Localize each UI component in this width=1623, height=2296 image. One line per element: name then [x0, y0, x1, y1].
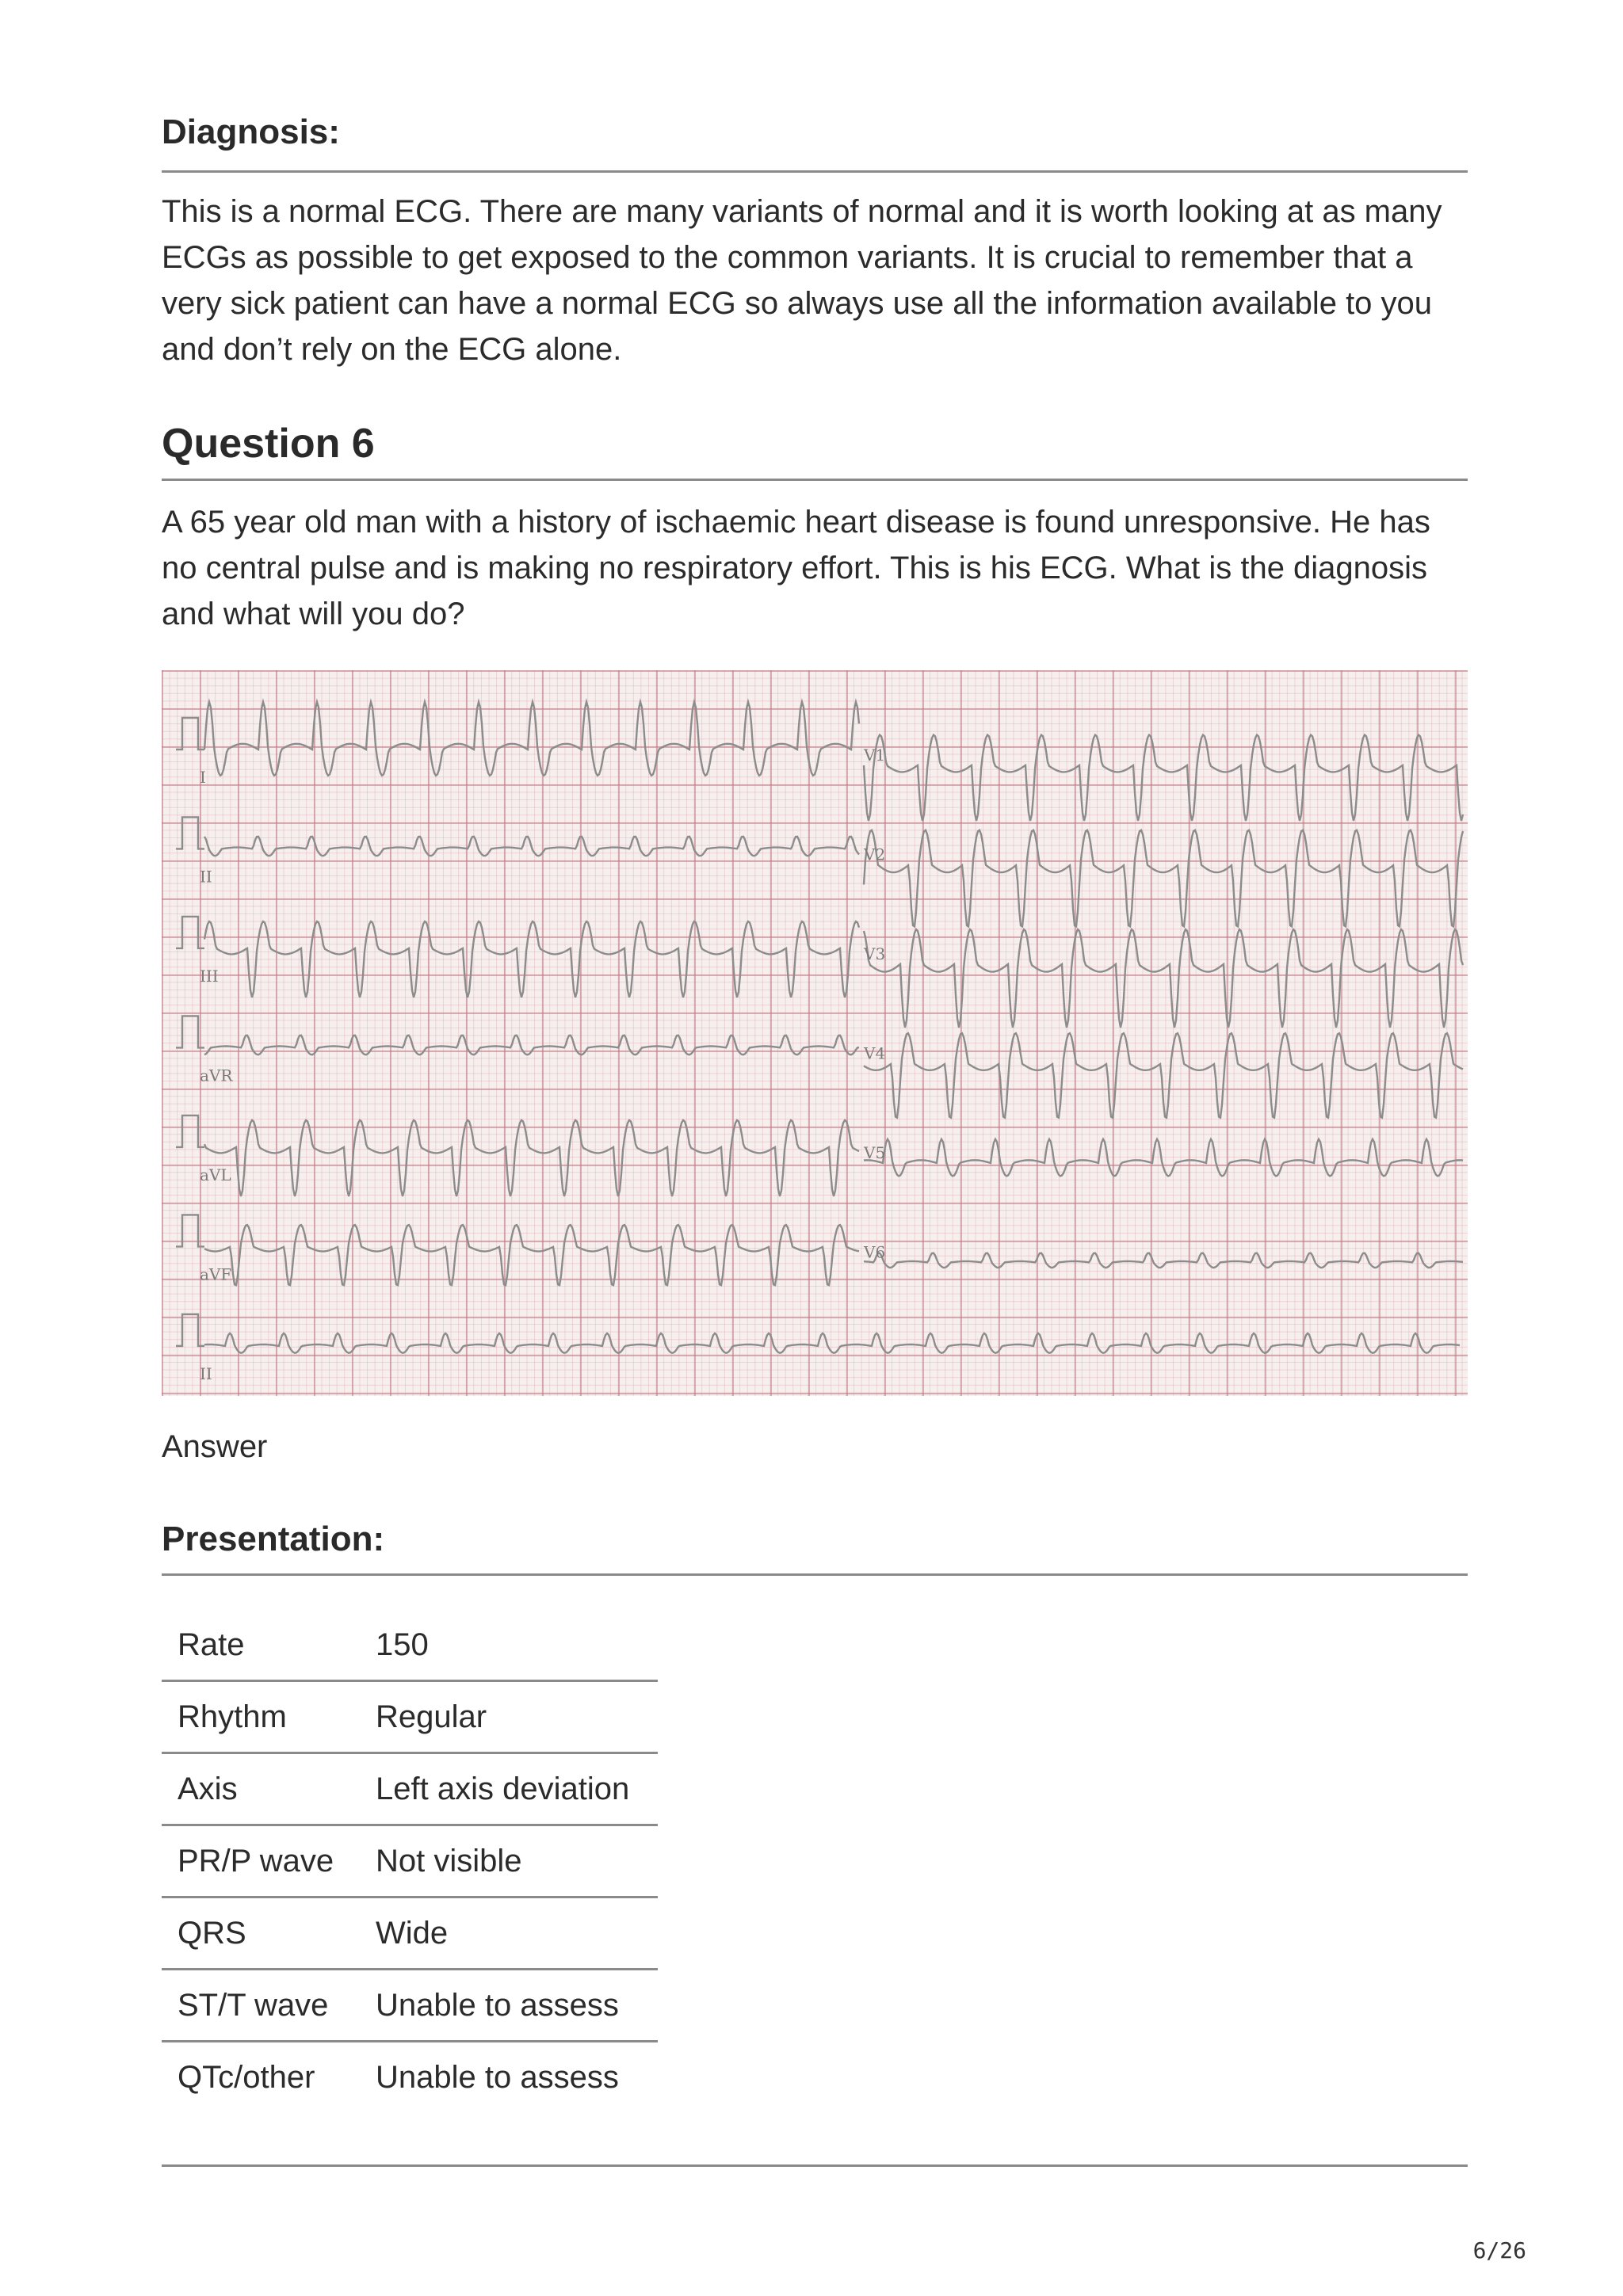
- lead-label: aVR: [200, 1066, 233, 1085]
- row-value: Regular: [360, 1681, 658, 1753]
- row-value: Unable to assess: [360, 1970, 658, 2042]
- ecg-lead-trace: [864, 830, 1463, 927]
- lead-label: aVL: [200, 1165, 231, 1184]
- ecg-lead-trace: [864, 735, 1463, 821]
- lead-label: V3: [864, 944, 886, 963]
- calibration-pulse: [176, 718, 204, 749]
- divider: [162, 479, 1468, 481]
- row-label: PR/P wave: [162, 1825, 360, 1897]
- ecg-image: [162, 670, 1468, 1396]
- ecg-lead-trace: [204, 1333, 1460, 1353]
- lead-label: V5: [864, 1142, 886, 1162]
- divider: [162, 2164, 1468, 2167]
- calibration-pulse: [176, 1016, 204, 1047]
- row-value: 150: [360, 1610, 658, 1681]
- question-heading: Question 6: [162, 421, 375, 467]
- ecg-lead-trace: [204, 921, 859, 997]
- row-label: ST/T wave: [162, 1970, 360, 2042]
- row-label: Axis: [162, 1753, 360, 1825]
- table-row: [162, 1825, 658, 1897]
- lead-label: I: [200, 768, 206, 787]
- lead-label: II: [200, 1363, 212, 1383]
- presentation-table: [162, 1610, 658, 2112]
- calibration-pulse: [176, 1314, 204, 1346]
- ecg-lead-trace: [204, 1225, 859, 1285]
- lead-label: aVF: [200, 1264, 232, 1284]
- lead-label: V2: [864, 845, 886, 864]
- diagnosis-text: This is a normal ECG. There are many variants of normal and it is worth looking at as many ECGs as possible to get exposed to the common variants. It is crucial to remember that a very sick patient can have a normal ECG so always use all the information available to you and don’t rely on the ECG alone.: [162, 194, 1442, 367]
- question-text: A 65 year old man with a history of ischaemic heart disease is found unresponsive. He has no central pulse and is making no respiratory effort. This is his ECG. What is the diagnosis and what will you do?: [162, 505, 1430, 631]
- table-row: [162, 2042, 658, 2113]
- lead-label: II: [200, 867, 212, 887]
- row-label: QTc/other: [178, 2059, 315, 2095]
- calibration-pulse: [176, 1116, 204, 1147]
- lead-label: V1: [864, 746, 886, 765]
- divider: [162, 170, 1468, 173]
- row-label: Rhythm: [162, 1681, 360, 1753]
- table-row: [162, 1753, 658, 1825]
- lead-label: V4: [864, 1043, 886, 1063]
- ecg-lead-trace: [204, 1120, 859, 1196]
- ecg-tracing: [162, 670, 1468, 1396]
- calibration-pulse: [176, 917, 204, 948]
- divider: [162, 1573, 1468, 1576]
- row-label: Rate: [162, 1610, 360, 1681]
- ecg-lead-trace: [864, 1033, 1463, 1118]
- table-row: [162, 1681, 658, 1753]
- ecg-lead-trace: [864, 1253, 1463, 1268]
- diagnosis-heading: Diagnosis:: [162, 113, 340, 151]
- ecg-lead-trace: [204, 702, 859, 776]
- row-label: QRS: [162, 1897, 360, 1970]
- lead-label: V6: [864, 1242, 886, 1262]
- table-row: [162, 1970, 658, 2042]
- calibration-pulse: [176, 1215, 204, 1246]
- calibration-pulse: [176, 817, 204, 849]
- ecg-lead-trace: [864, 1139, 1463, 1177]
- lead-label: III: [200, 966, 219, 986]
- page-number: 6/26: [1472, 2237, 1526, 2264]
- table-row: [162, 1897, 658, 1970]
- row-value: Not visible: [360, 1825, 658, 1897]
- ecg-lead-trace: [204, 1035, 859, 1055]
- row-value: Wide: [360, 1897, 658, 1970]
- ecg-lead-trace: [864, 929, 1463, 1028]
- row-value: Unable to assess: [376, 2059, 619, 2095]
- table-row: [162, 1610, 658, 1681]
- ecg-lead-trace: [204, 837, 859, 856]
- presentation-heading: Presentation:: [162, 1520, 385, 1558]
- row-value: Left axis deviation: [360, 1753, 658, 1825]
- answer-toggle[interactable]: Answer: [162, 1429, 268, 1464]
